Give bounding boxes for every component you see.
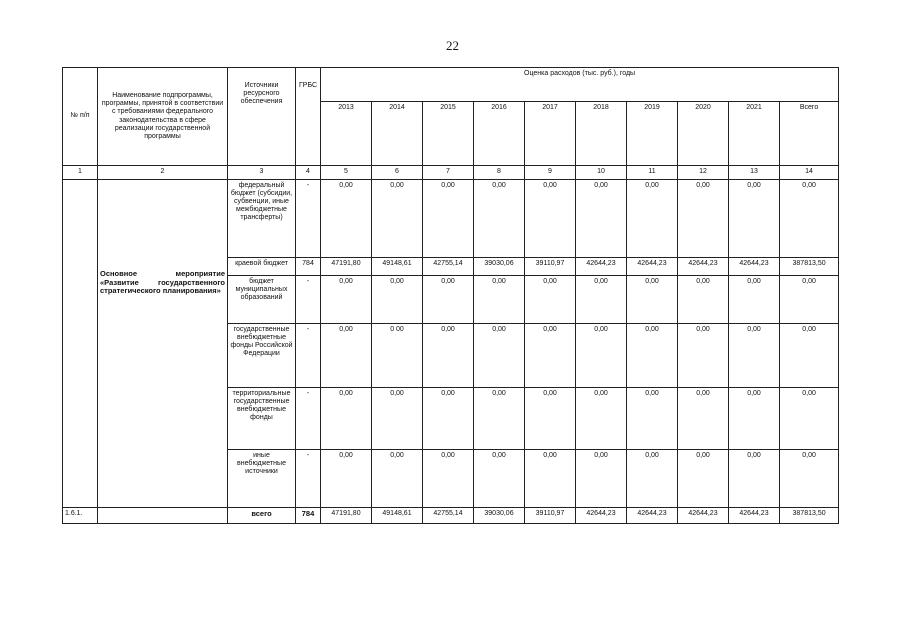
year-header: 2017: [525, 102, 576, 166]
col-number: 3: [228, 166, 296, 180]
total-value: 387813,50: [780, 508, 839, 524]
value-cell: 0,00: [627, 388, 678, 450]
col-number: 8: [474, 166, 525, 180]
col-number: 10: [576, 166, 627, 180]
source-cell: федеральный бюджет (субсидии, субвенции, иные межбюджетные трансферты): [228, 180, 296, 258]
value-cell: 0,00: [576, 450, 627, 508]
value-cell: 0,00: [372, 276, 423, 324]
total-row: [63, 508, 839, 524]
page-number: 22: [446, 38, 459, 53]
value-cell: 0,00: [321, 324, 372, 388]
total-name: [98, 508, 228, 524]
header-source: Источники ресурсного обеспечения: [228, 68, 296, 166]
value-cell: 49148,61: [372, 258, 423, 276]
value-cell: 0,00: [525, 180, 576, 258]
value-cell: 0,00: [423, 388, 474, 450]
value-cell: 0,00: [780, 276, 839, 324]
source-cell: иные внебюджетные источники: [228, 450, 296, 508]
value-cell: 42755,14: [423, 258, 474, 276]
value-cell: 0,00: [576, 324, 627, 388]
row-num: [63, 180, 98, 508]
value-cell: 0,00: [678, 450, 729, 508]
grbs-cell: -: [296, 388, 321, 450]
value-cell: 0,00: [729, 276, 780, 324]
year-header: 2018: [576, 102, 627, 166]
col-number: 13: [729, 166, 780, 180]
value-cell: 0,00: [780, 388, 839, 450]
value-cell: 0,00: [678, 276, 729, 324]
value-cell: 0,00: [678, 180, 729, 258]
col-number: 11: [627, 166, 678, 180]
value-cell: 0,00: [525, 324, 576, 388]
value-cell: 47191,80: [321, 258, 372, 276]
col-number: 4: [296, 166, 321, 180]
value-cell: 0,00: [474, 276, 525, 324]
value-cell: 42644,23: [576, 258, 627, 276]
total-value: 42644,23: [729, 508, 780, 524]
header-num: № п/п: [63, 68, 98, 166]
value-cell: 0,00: [321, 180, 372, 258]
value-cell: 0,00: [474, 388, 525, 450]
total-value: 47191,80: [321, 508, 372, 524]
value-cell: 0,00: [321, 450, 372, 508]
value-cell: 0,00: [525, 276, 576, 324]
year-header: 2014: [372, 102, 423, 166]
grbs-cell: -: [296, 180, 321, 258]
col-number: 2: [98, 166, 228, 180]
value-cell: 0,00: [321, 276, 372, 324]
grbs-cell: 784: [296, 258, 321, 276]
value-cell: 0,00: [780, 324, 839, 388]
header-grbs: ГРБС: [296, 68, 321, 166]
source-cell: территориальные государственные внебюджетные фонды: [228, 388, 296, 450]
value-cell: 0,00: [423, 324, 474, 388]
value-cell: 0,00: [678, 324, 729, 388]
value-cell: 42644,23: [627, 258, 678, 276]
year-header: 2019: [627, 102, 678, 166]
value-cell: 0,00: [780, 180, 839, 258]
total-value: 39030,06: [474, 508, 525, 524]
col-number: 7: [423, 166, 474, 180]
value-cell: 0,00: [780, 450, 839, 508]
total-value: 42755,14: [423, 508, 474, 524]
col-number: 12: [678, 166, 729, 180]
value-cell: 0,00: [423, 450, 474, 508]
value-cell: 0,00: [372, 388, 423, 450]
year-header: 2016: [474, 102, 525, 166]
year-header: 2013: [321, 102, 372, 166]
budget-table: [62, 67, 839, 524]
col-number: 9: [525, 166, 576, 180]
header-estimate: Оценка расходов (тыс. руб.), годы: [321, 68, 839, 102]
value-cell: 0,00: [423, 180, 474, 258]
value-cell: 39110,97: [525, 258, 576, 276]
source-cell: краевой бюджет: [228, 258, 296, 276]
table-body: [63, 68, 839, 524]
year-header: Всего: [780, 102, 839, 166]
source-cell: государственные внебюджетные фонды Российской Федерации: [228, 324, 296, 388]
value-cell: 0,00: [474, 324, 525, 388]
total-source: всего: [228, 508, 296, 524]
total-value: 42644,23: [627, 508, 678, 524]
value-cell: 0,00: [576, 388, 627, 450]
value-cell: 0,00: [525, 388, 576, 450]
value-cell: 0,00: [321, 388, 372, 450]
value-cell: 0,00: [576, 276, 627, 324]
year-header: 2021: [729, 102, 780, 166]
value-cell: 0,00: [729, 450, 780, 508]
value-cell: 0,00: [525, 450, 576, 508]
value-cell: 0,00: [372, 450, 423, 508]
value-cell: 0,00: [729, 180, 780, 258]
value-cell: 0,00: [474, 180, 525, 258]
total-value: 42644,23: [576, 508, 627, 524]
total-value: 39110,97: [525, 508, 576, 524]
grbs-cell: -: [296, 276, 321, 324]
col-number: 14: [780, 166, 839, 180]
value-cell: 387813,50: [780, 258, 839, 276]
value-cell: 0,00: [627, 276, 678, 324]
col-numbers-row: [63, 166, 839, 180]
value-cell: 0 00: [372, 324, 423, 388]
header-row: [63, 68, 839, 102]
value-cell: 0,00: [576, 180, 627, 258]
value-cell: 0,00: [372, 180, 423, 258]
year-header: 2015: [423, 102, 474, 166]
value-cell: 42644,23: [678, 258, 729, 276]
value-cell: 0,00: [729, 388, 780, 450]
value-cell: 0,00: [627, 180, 678, 258]
col-number: 5: [321, 166, 372, 180]
value-cell: 39030,06: [474, 258, 525, 276]
value-cell: 0,00: [729, 324, 780, 388]
total-value: 49148,61: [372, 508, 423, 524]
grbs-cell: -: [296, 450, 321, 508]
col-number: 6: [372, 166, 423, 180]
source-cell: бюджет муниципальных образований: [228, 276, 296, 324]
total-num: 1.6.1.: [63, 508, 98, 524]
value-cell: 0,00: [474, 450, 525, 508]
header-name: Наименование подпрограммы, программы, принятой в соответствии с требованиями федерального законодательства в сфере реализации государственной программы: [98, 68, 228, 166]
value-cell: 0,00: [627, 324, 678, 388]
grbs-cell: -: [296, 324, 321, 388]
value-cell: 0,00: [678, 388, 729, 450]
total-grbs: 784: [296, 508, 321, 524]
main-activity-name: Основное мероприятие «Развитие государственного стратегического планирования»: [98, 180, 228, 508]
table-row: [63, 180, 839, 258]
col-number: 1: [63, 166, 98, 180]
value-cell: 0,00: [423, 276, 474, 324]
total-value: 42644,23: [678, 508, 729, 524]
value-cell: 42644,23: [729, 258, 780, 276]
year-header: 2020: [678, 102, 729, 166]
value-cell: 0,00: [627, 450, 678, 508]
